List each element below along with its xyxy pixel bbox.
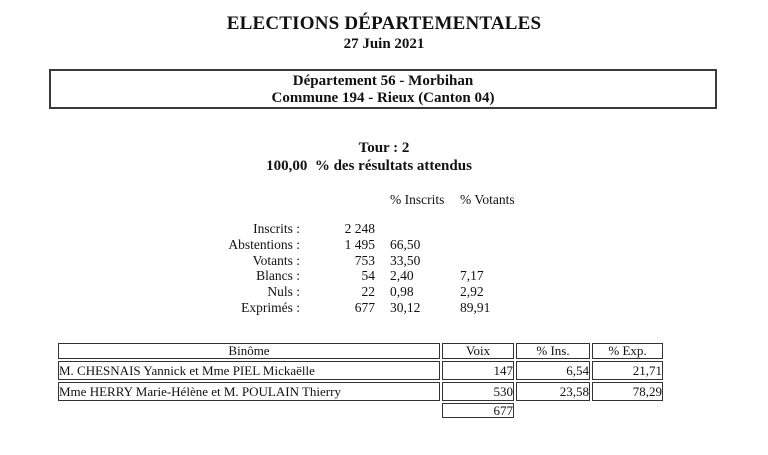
stat-row-votants <box>0 253 768 269</box>
candidate-pair-name: M. CHESNAIS Yannick et Mme PIEL Mickaëlle <box>58 361 440 380</box>
tour-label: Tour : 2 <box>358 140 410 156</box>
stat-value: 22 <box>361 284 375 299</box>
column-header-pct-votants: % Votants <box>460 192 515 207</box>
results-header-row <box>58 343 663 359</box>
document-date: 27 Juin 2021 <box>343 36 425 52</box>
col-header-voix: Voix <box>442 343 514 359</box>
col-header-pct-ins: % Ins. <box>516 343 590 359</box>
commune-line: Commune 194 - Rieux (Canton 04) <box>271 90 495 106</box>
stat-value: 753 <box>354 253 375 268</box>
votes-count: 147 <box>442 361 514 380</box>
stat-label: Nuls : <box>267 284 300 299</box>
stat-pct-inscrits: 30,12 <box>390 300 421 315</box>
stat-row-inscrits <box>0 221 768 237</box>
stat-pct-votants: 2,92 <box>460 284 484 299</box>
stat-pct-inscrits: 2,40 <box>390 268 414 283</box>
stat-pct-inscrits: 33,50 <box>390 253 421 268</box>
stat-value: 1 495 <box>344 237 375 252</box>
stat-label: Inscrits : <box>253 221 300 236</box>
results-completion-label: 100,00 % des résultats attendus <box>266 158 472 174</box>
stat-label: Blancs : <box>256 268 300 283</box>
document-title: ELECTIONS DÉPARTEMENTALES <box>226 13 542 34</box>
results-table <box>56 341 665 420</box>
result-row <box>58 382 663 401</box>
location-box <box>49 69 717 109</box>
stat-value: 2 248 <box>344 221 375 236</box>
total-votes-count: 677 <box>442 403 514 418</box>
stat-label: Exprimés : <box>241 300 300 315</box>
col-header-binome: Binôme <box>58 343 440 359</box>
pct-inscrits-value: 6,54 <box>516 361 590 380</box>
stat-row-nuls <box>0 284 768 300</box>
stat-pct-inscrits: 0,98 <box>390 284 414 299</box>
votes-count: 530 <box>442 382 514 401</box>
column-header-pct-inscrits: % Inscrits <box>390 192 445 207</box>
stat-value: 54 <box>361 268 375 283</box>
stat-row-exprimes <box>0 300 768 316</box>
stat-label: Abstentions : <box>228 237 300 252</box>
total-row-spacer <box>516 403 590 418</box>
total-row <box>58 403 663 418</box>
stat-pct-inscrits: 66,50 <box>390 237 421 252</box>
stat-pct-votants: 89,91 <box>460 300 491 315</box>
stat-pct-votants: 7,17 <box>460 268 484 283</box>
pct-inscrits-value: 23,58 <box>516 382 590 401</box>
stat-label: Votants : <box>252 253 300 268</box>
pct-exprimes-value: 21,71 <box>592 361 663 380</box>
stat-row-abstentions <box>0 237 768 253</box>
total-row-spacer <box>592 403 663 418</box>
department-line: Département 56 - Morbihan <box>292 73 474 89</box>
col-header-pct-exp: % Exp. <box>592 343 663 359</box>
stat-value: 677 <box>354 300 375 315</box>
total-row-spacer <box>58 403 440 418</box>
candidate-pair-name: Mme HERRY Marie-Hélène et M. POULAIN Thierry <box>58 382 440 401</box>
result-row <box>58 361 663 380</box>
stat-row-blancs <box>0 268 768 284</box>
pct-exprimes-value: 78,29 <box>592 382 663 401</box>
